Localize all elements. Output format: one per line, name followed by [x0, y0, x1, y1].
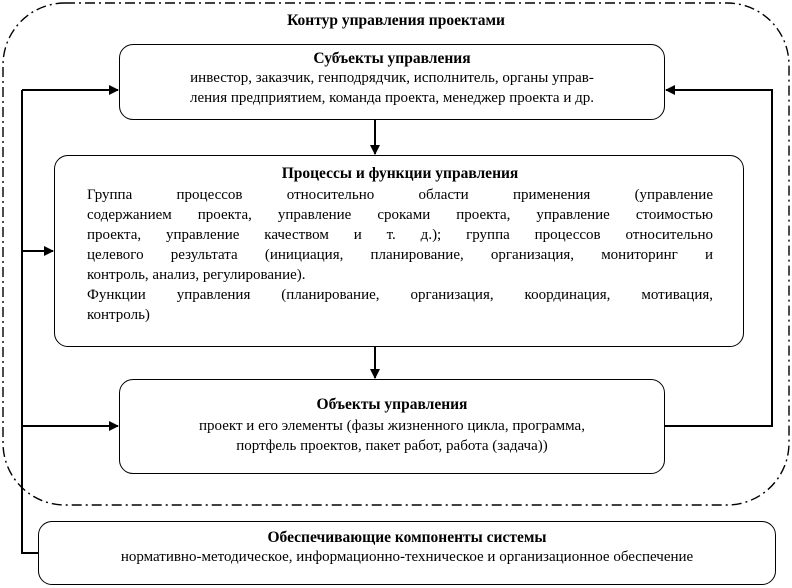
processes-p1-line-3: проекта, управление качеством и т. д.); группа процессов относительно — [87, 227, 713, 243]
support-title: Обеспечивающие компоненты системы — [267, 529, 547, 546]
processes-title: Процессы и функции управления — [281, 165, 519, 182]
subjects-line-2: ления предприятием, команда проекта, менеджер проекта и др. — [190, 90, 594, 106]
processes-p2-line-1: Функции управления (планирование, организация, координация, мотивация, — [87, 287, 713, 303]
support-box — [38, 521, 776, 585]
processes-box — [54, 155, 744, 347]
subjects-box — [119, 44, 665, 120]
processes-p1-line-1: Группа процессов относительно области применения (управление — [87, 187, 713, 203]
support-line-1: нормативно-методическое, информационно-техническое и организационное обеспечение — [120, 549, 694, 565]
processes-p1-line-5: контроль, анализ, регулирование). — [87, 267, 306, 283]
processes-p1-line-4: целевого результата (инициация, планирование, организация, мониторинг и — [87, 247, 713, 263]
objects-line-1: проект и его элементы (фазы жизненного цикла, программа, — [199, 418, 585, 434]
objects-title: Объекты управления — [316, 396, 468, 413]
subjects-line-1: инвестор, заказчик, генподрядчик, исполнитель, органы управ- — [190, 70, 594, 86]
objects-line-2: портфель проектов, пакет работ, работа (задача)) — [236, 438, 548, 454]
processes-p1-line-2: содержанием проекта, управление сроками проекта, управление стоимостью — [87, 207, 713, 223]
objects-box — [119, 379, 665, 474]
subjects-title: Субъекты управления — [313, 50, 471, 67]
processes-p2-line-2: контроль) — [87, 307, 150, 323]
support-line-to-left — [22, 90, 38, 553]
outer-contour-title: Контур управления проектами — [287, 12, 505, 29]
